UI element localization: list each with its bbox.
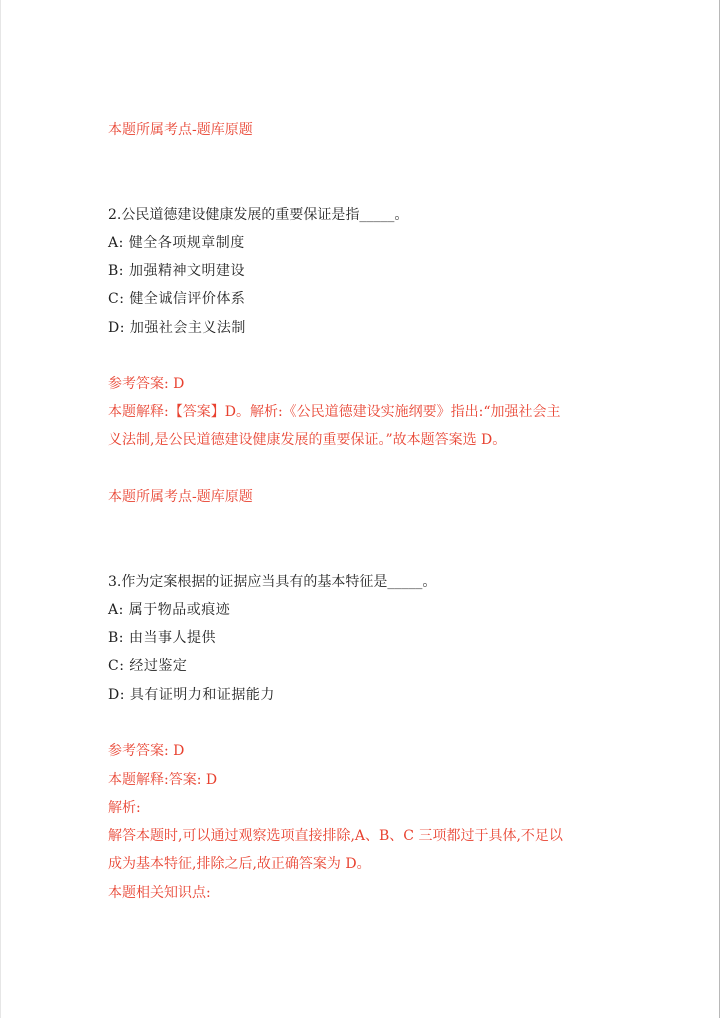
q2-option-c: C: 健全诚信评价体系 [108, 291, 246, 307]
q2-answer: 参考答案: D [108, 376, 185, 392]
q2-option-a: A: 健全各项规章制度 [108, 235, 245, 251]
q2-explanation-line-1: 本题解释:【答案】D。解析:《公民道德建设实施纲要》指出:“加强社会主 [108, 404, 561, 420]
q3-option-d: D: 具有证明力和证据能力 [108, 687, 275, 703]
q2-explanation-line-2: 义法制,是公民道德建设健康发展的重要保证。”故本题答案选 D。 [108, 432, 507, 448]
q3-option-c: C: 经过鉴定 [108, 658, 188, 674]
q3-knowledge-label: 本题相关知识点: [108, 885, 211, 901]
q3-analysis-line-1: 解答本题时,可以通过观察选项直接排除,A、B、C 三项都过于具体,不足以 [108, 828, 563, 844]
q2-source-label: 本题所属考点-题库原题 [108, 489, 253, 505]
q3-stem: 3.作为定案根据的证据应当具有的基本特征是_____。 [108, 574, 437, 590]
q3-option-b: B: 由当事人提供 [108, 630, 216, 646]
q2-option-b: B: 加强精神文明建设 [108, 263, 245, 279]
q2-stem: 2.公民道德建设健康发展的重要保证是指_____。 [108, 207, 409, 223]
q3-option-a: A: 属于物品或痕迹 [108, 602, 231, 618]
q3-analysis-line-2: 成为基本特征,排除之后,故正确答案为 D。 [108, 856, 371, 872]
q2-option-d: D: 加强社会主义法制 [108, 320, 246, 336]
page-left-edge [0, 0, 1, 1018]
q3-answer: 参考答案: D [108, 743, 185, 759]
q3-explanation-header: 本题解释:答案: D [108, 772, 218, 788]
q3-analysis-label: 解析: [108, 800, 141, 816]
q1-source-label: 本题所属考点-题库原题 [108, 122, 253, 138]
